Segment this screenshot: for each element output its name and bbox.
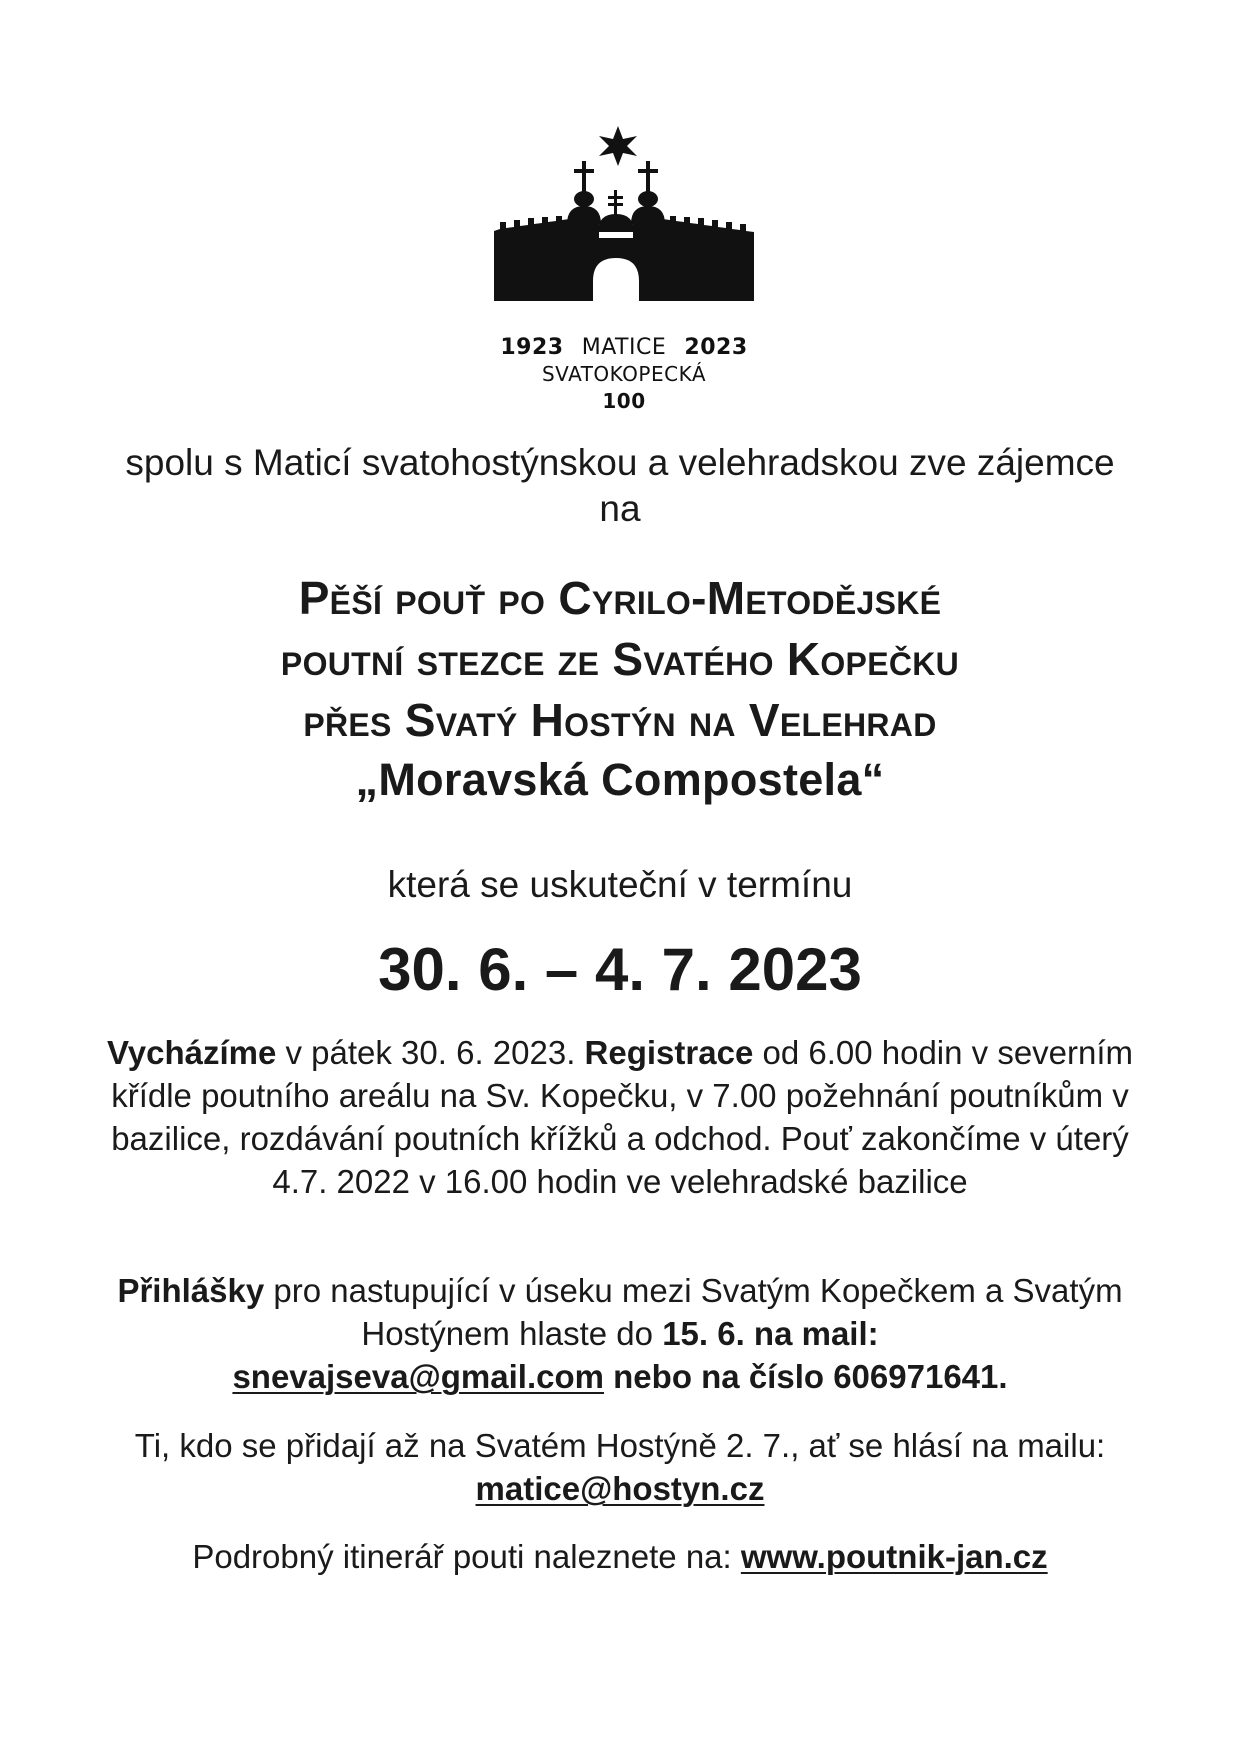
registration-text: pro nastupující v úseku mezi Svatým Kopečkem a Svatým Hostýnem hlaste do — [264, 1272, 1123, 1352]
logo-name-top: MATICE — [581, 335, 667, 360]
logo-year-start: 1923 — [500, 335, 564, 360]
title-line-3: přes Svatý Hostýn na Velehrad — [303, 694, 937, 746]
itinerary-paragraph — [100, 1535, 1140, 1578]
title-line-1: Pěší pouť po Cyrilo-Metodějské — [298, 572, 942, 624]
registration-paragraph — [100, 1269, 1140, 1398]
logo-number: 100 — [602, 389, 646, 413]
registration-deadline: 15. 6. na mail: — [662, 1315, 879, 1352]
logo-name-bottom: SVATOKOPECKÁ — [541, 362, 707, 386]
registration-email-link[interactable]: snevajseva@gmail.com — [232, 1358, 604, 1395]
matice-logo — [494, 126, 754, 416]
title-line-2: poutní stezce ze Svatého Kopečku — [280, 633, 960, 685]
hostyn-paragraph — [100, 1424, 1140, 1510]
castle-emblem-icon — [494, 126, 754, 326]
logo-year-end: 2023 — [684, 335, 748, 360]
departure-details-text: od 6.00 hodin v severním křídle poutního areálu na Sv. Kopečku, v 7.00 požehnání poutníkům v bazilice, rozdávání poutních křížků a odchod. Pouť zakončíme v úterý 4.7. 2022 v 16.00 hodin ve velehradské bazilice — [111, 1034, 1134, 1200]
itinerary-website-link[interactable]: www.poutnik-jan.cz — [740, 1538, 1048, 1575]
logo-years — [494, 335, 754, 360]
event-date: 30. 6. – 4. 7. 2023 — [378, 936, 862, 1003]
registration-label: Přihlášky — [117, 1272, 265, 1309]
pilgrimage-title — [100, 568, 1140, 809]
itinerary-text: Podrobný itinerář pouti naleznete na: — [192, 1538, 741, 1575]
title-subtitle: „Moravská Compostela“ — [355, 754, 885, 805]
hostyn-email-link[interactable]: matice@hostyn.cz — [475, 1470, 765, 1507]
hostyn-text: Ti, kdo se přidají až na Svatém Hostýně 2. 7., ať se hlásí na mailu: — [134, 1427, 1106, 1464]
departure-paragraph — [100, 1031, 1140, 1203]
departure-date-text: v pátek 30. 6. 2023. — [276, 1034, 585, 1071]
intro-text: spolu s Maticí svatohostýnskou a velehradskou zve zájemce na — [125, 442, 1115, 529]
registration-phone: nebo na číslo 606971641. — [603, 1358, 1008, 1395]
star-icon — [599, 126, 637, 166]
registration-time-label: Registrace — [584, 1034, 754, 1071]
term-intro: která se uskuteční v termínu — [387, 864, 853, 905]
departure-label: Vycházíme — [106, 1034, 277, 1071]
